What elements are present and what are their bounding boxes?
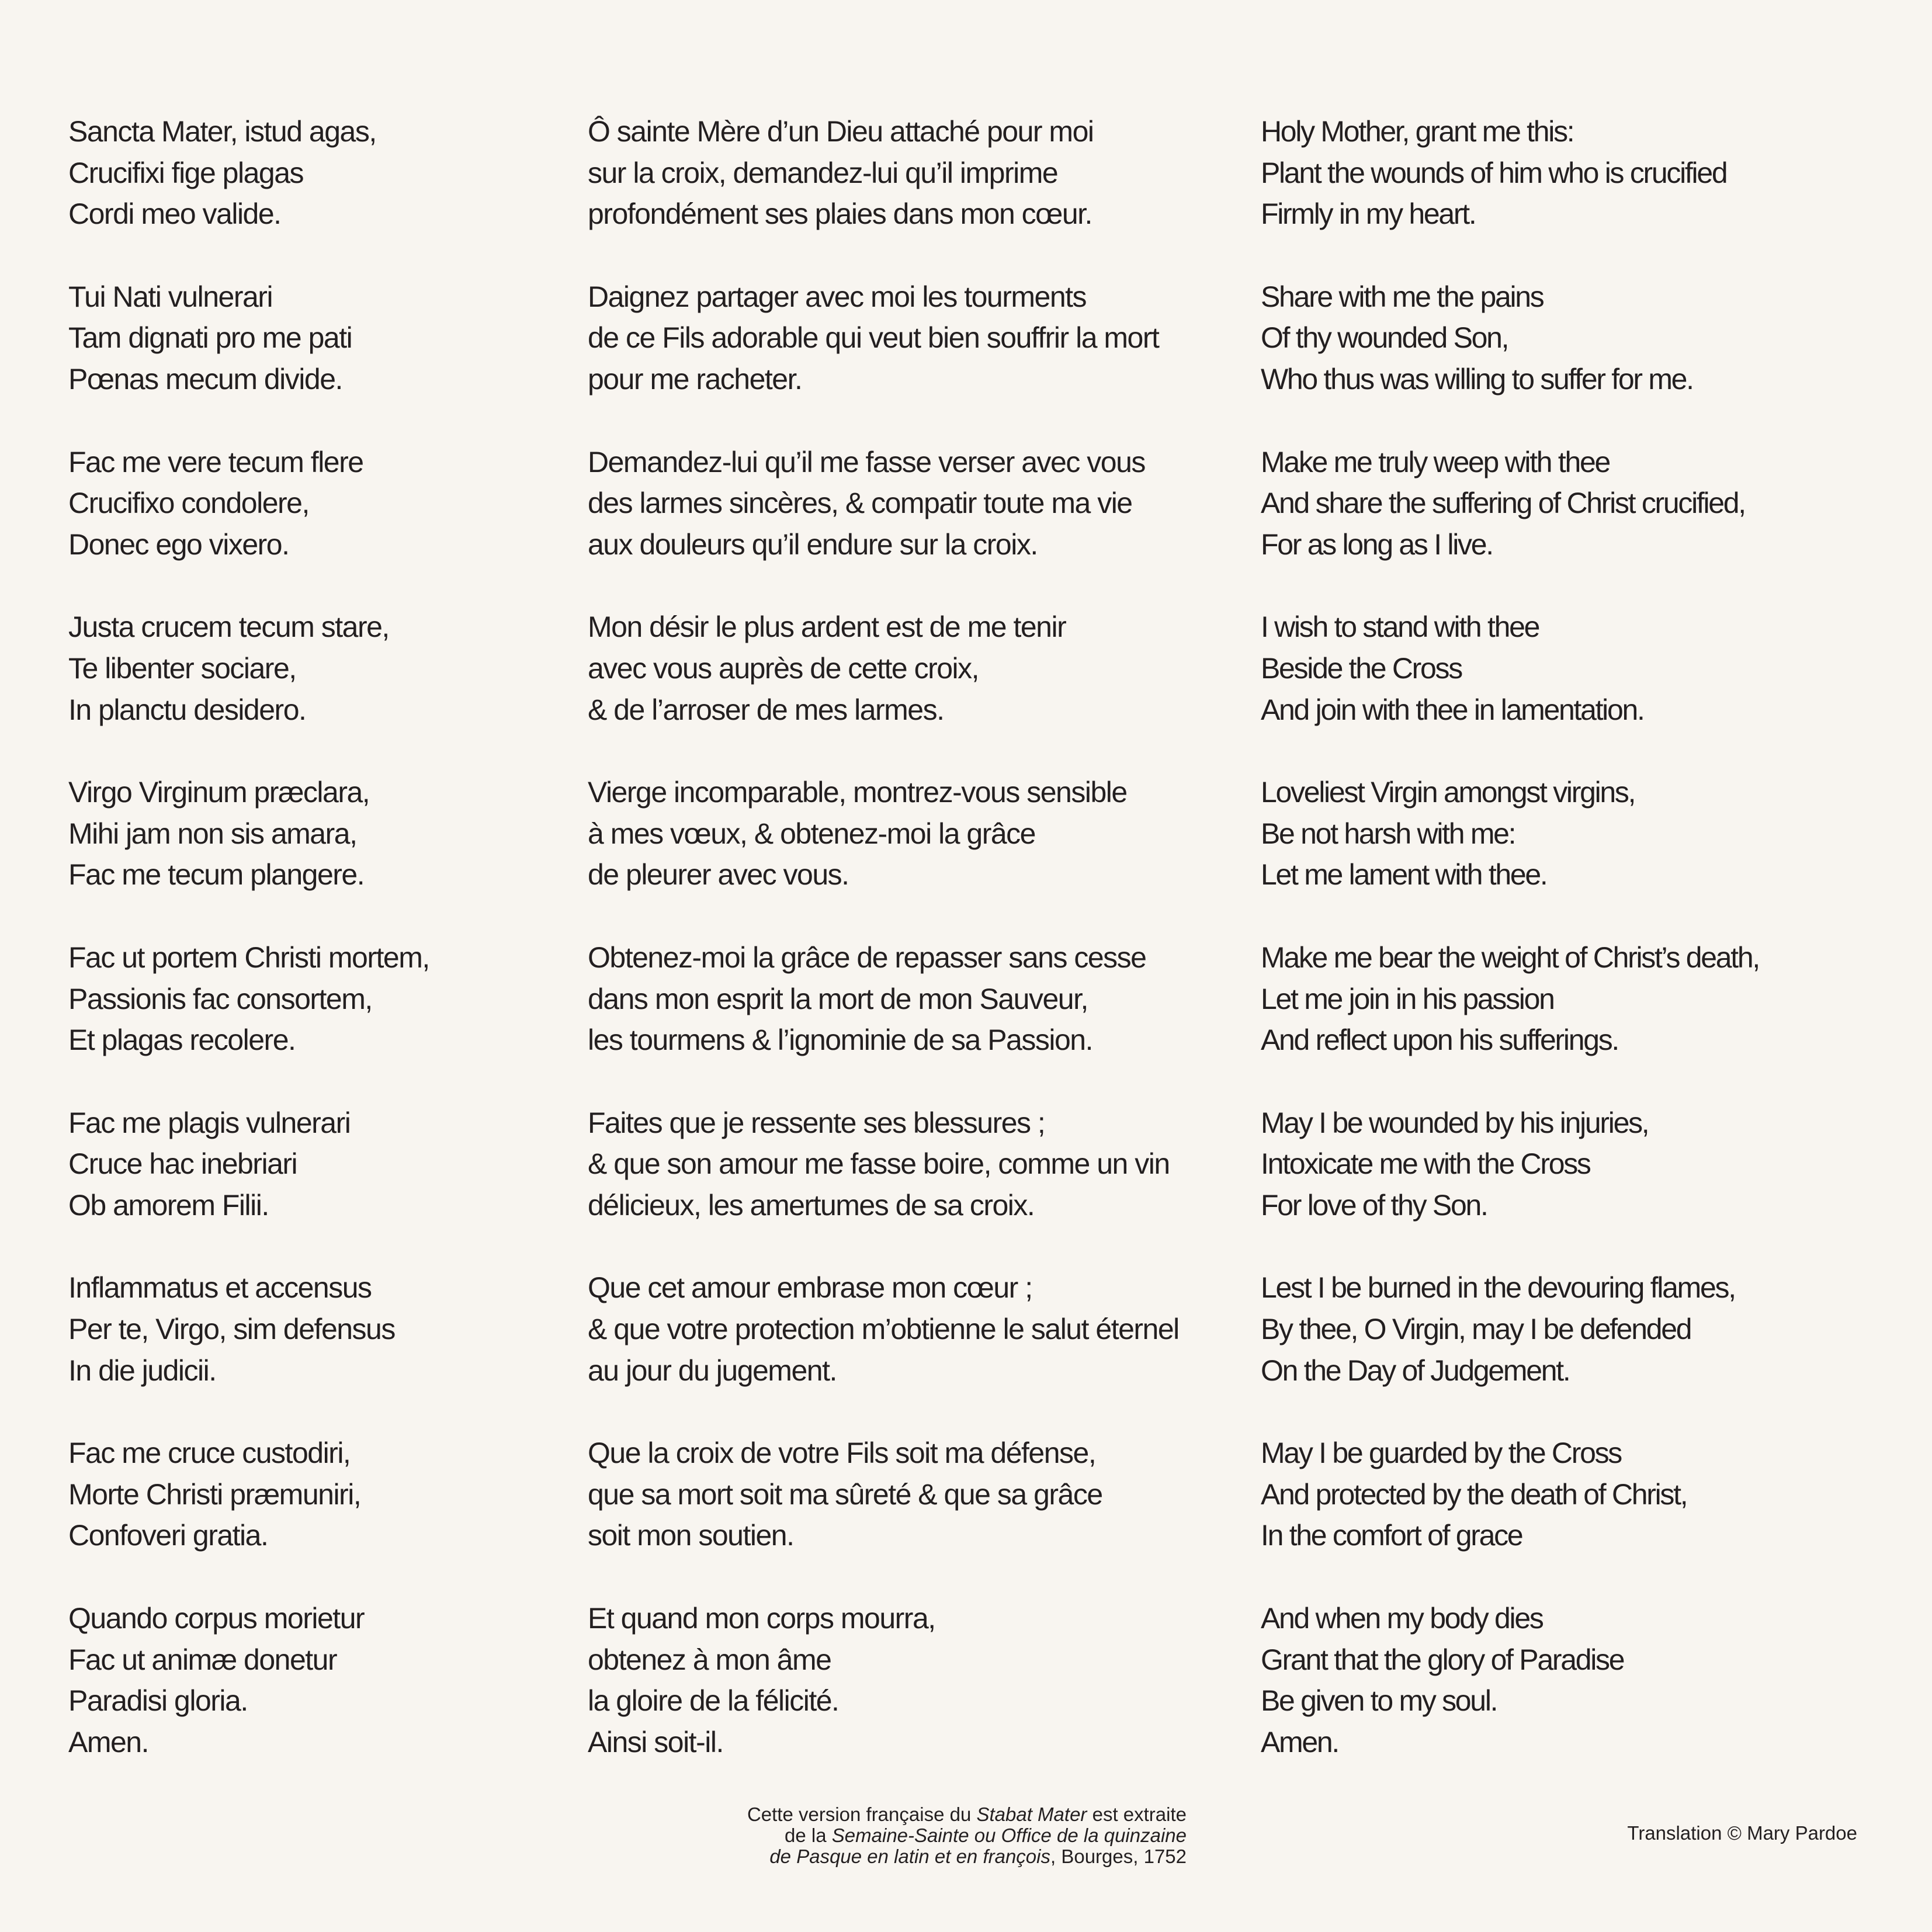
english-verse-line: And share the suffering of Christ crucified, xyxy=(1261,487,1745,520)
english-verse-line: May I be wounded by his injuries, xyxy=(1261,1106,1649,1139)
latin-verse-line: Cordi meo valide. xyxy=(68,197,281,231)
french-source-note xyxy=(747,1804,1187,1867)
english-verse-line: For love of thy Son. xyxy=(1261,1188,1487,1222)
latin-verse-line: Fac ut portem Christi mortem, xyxy=(68,941,429,974)
french-verse-line: Vierge incomparable, montrez-vous sensible xyxy=(588,776,1127,809)
english-verse-line: Of thy wounded Son, xyxy=(1261,321,1508,355)
latin-stanza xyxy=(68,772,429,896)
english-verse-line: Beside the Cross xyxy=(1261,651,1462,685)
english-verse-line: Be given to my soul. xyxy=(1261,1684,1497,1718)
latin-verse-line: Fac me tecum plangere. xyxy=(68,858,365,892)
english-verse-line: And reflect upon his sufferings. xyxy=(1261,1024,1618,1057)
french-verse-line: dans mon esprit la mort de mon Sauveur, xyxy=(588,982,1088,1015)
english-stanza xyxy=(1261,606,1759,730)
latin-verse-line: Morte Christi præmuniri, xyxy=(68,1477,361,1511)
english-verse-line: Loveliest Virgin amongst virgins, xyxy=(1261,776,1635,809)
latin-text-column xyxy=(68,111,429,1804)
english-verse-line: Lest I be burned in the devouring flames, xyxy=(1261,1271,1735,1305)
latin-stanza xyxy=(68,1267,429,1391)
latin-stanza xyxy=(68,1598,429,1763)
latin-verse-line: Passionis fac consortem, xyxy=(68,982,372,1015)
english-text-column xyxy=(1261,111,1759,1804)
latin-verse-line: Crucifixo condolere, xyxy=(68,487,309,520)
english-verse-line: Let me lament with thee. xyxy=(1261,858,1547,892)
french-verse-line: Que cet amour embrase mon cœur ; xyxy=(588,1271,1032,1305)
english-verse-line: And protected by the death of Christ, xyxy=(1261,1477,1687,1511)
latin-verse-line: Fac me vere tecum flere xyxy=(68,445,363,478)
latin-verse-line: Quando corpus morietur xyxy=(68,1602,365,1635)
french-stanza xyxy=(588,772,1179,896)
latin-verse-line: Confoveri gratia. xyxy=(68,1519,268,1552)
latin-verse-line: Fac me cruce custodiri, xyxy=(68,1437,351,1470)
french-verse-line: soit mon soutien. xyxy=(588,1519,794,1552)
latin-verse-line: Per te, Virgo, sim defensus xyxy=(68,1313,395,1346)
french-verse-line: au jour du jugement. xyxy=(588,1354,837,1387)
source-note-line-3 xyxy=(747,1846,1187,1867)
latin-verse-line: Ob amorem Filii. xyxy=(68,1188,269,1222)
source-note-line-1 xyxy=(747,1804,1187,1825)
french-text-column xyxy=(588,111,1179,1804)
french-stanza xyxy=(588,111,1179,235)
french-stanza xyxy=(588,606,1179,730)
latin-verse-line: Mihi jam non sis amara, xyxy=(68,817,357,850)
french-verse-line: avec vous auprès de cette croix, xyxy=(588,651,979,685)
english-verse-line: Grant that the glory of Paradise xyxy=(1261,1643,1624,1676)
source-note-text: est extraite xyxy=(1087,1803,1187,1825)
english-verse-line: Holy Mother, grant me this: xyxy=(1261,115,1574,148)
french-verse-line: Demandez-lui qu’il me fasse verser avec vous xyxy=(588,445,1145,478)
english-verse-line: Make me bear the weight of Christ’s death, xyxy=(1261,941,1759,974)
english-verse-line: Who thus was willing to suffer for me. xyxy=(1261,362,1693,396)
french-verse-line: profondément ses plaies dans mon cœur. xyxy=(588,197,1092,231)
french-stanza xyxy=(588,442,1179,566)
latin-verse-line: In die judicii. xyxy=(68,1354,216,1387)
french-verse-line: de ce Fils adorable qui veut bien souffrir la mort xyxy=(588,321,1159,355)
french-stanza xyxy=(588,937,1179,1061)
english-verse-line: Be not harsh with me: xyxy=(1261,817,1515,850)
latin-verse-line: Justa crucem tecum stare, xyxy=(68,611,389,644)
french-verse-line: des larmes sincères, & compatir toute ma vie xyxy=(588,487,1132,520)
english-verse-line: Firmly in my heart. xyxy=(1261,197,1476,231)
french-verse-line: aux douleurs qu’il endure sur la croix. xyxy=(588,528,1038,561)
latin-verse-line: Tam dignati pro me pati xyxy=(68,321,352,355)
source-note-line-2 xyxy=(747,1825,1187,1846)
english-stanza xyxy=(1261,1432,1759,1556)
latin-verse-line: Pœnas mecum divide. xyxy=(68,362,342,396)
latin-verse-line: Et plagas recolere. xyxy=(68,1024,296,1057)
latin-stanza xyxy=(68,1432,429,1556)
source-note-text: Cette version française du xyxy=(747,1803,977,1825)
english-stanza xyxy=(1261,1598,1759,1763)
latin-stanza xyxy=(68,1102,429,1226)
french-verse-line: Et quand mon corps mourra, xyxy=(588,1602,935,1635)
english-verse-line: Let me join in his passion xyxy=(1261,982,1554,1015)
french-verse-line: Daignez partager avec moi les tourments xyxy=(588,280,1087,313)
latin-verse-line: In planctu desidero. xyxy=(68,693,306,726)
translation-credit: Translation © Mary Pardoe xyxy=(1627,1822,1857,1844)
latin-verse-line: Fac me plagis vulnerari xyxy=(68,1106,351,1139)
english-verse-line: In the comfort of grace xyxy=(1261,1519,1522,1552)
french-stanza xyxy=(588,1432,1179,1556)
french-verse-line: Ô sainte Mère d’un Dieu attaché pour moi xyxy=(588,115,1094,148)
french-verse-line: de pleurer avec vous. xyxy=(588,858,849,892)
english-verse-line: And join with thee in lamentation. xyxy=(1261,693,1644,726)
latin-stanza xyxy=(68,937,429,1061)
english-stanza xyxy=(1261,111,1759,235)
french-verse-line: Ainsi soit-il. xyxy=(588,1725,723,1758)
french-verse-line: & de l’arroser de mes larmes. xyxy=(588,693,944,726)
latin-verse-line: Te libenter sociare, xyxy=(68,651,296,685)
french-verse-line: que sa mort soit ma sûreté & que sa grâce xyxy=(588,1477,1102,1511)
latin-stanza xyxy=(68,276,429,400)
french-verse-line: sur la croix, demandez-lui qu’il imprime xyxy=(588,156,1058,189)
latin-verse-line: Crucifixi fige plagas xyxy=(68,156,304,189)
french-stanza xyxy=(588,1598,1179,1763)
english-verse-line: I wish to stand with thee xyxy=(1261,611,1539,644)
french-stanza xyxy=(588,276,1179,400)
english-verse-line: May I be guarded by the Cross xyxy=(1261,1437,1621,1470)
source-note-title: de Pasque en latin et en françois xyxy=(769,1846,1050,1867)
english-verse-line: Intoxicate me with the Cross xyxy=(1261,1147,1590,1181)
english-verse-line: On the Day of Judgement. xyxy=(1261,1354,1570,1387)
english-verse-line: Share with me the pains xyxy=(1261,280,1543,313)
latin-verse-line: Sancta Mater, istud agas, xyxy=(68,115,376,148)
french-verse-line: Mon désir le plus ardent est de me tenir xyxy=(588,611,1066,644)
english-stanza xyxy=(1261,276,1759,400)
english-verse-line: Plant the wounds of him who is crucified xyxy=(1261,156,1727,189)
french-verse-line: obtenez à mon âme xyxy=(588,1643,831,1676)
english-stanza xyxy=(1261,1102,1759,1226)
french-verse-line: les tourmens & l’ignominie de sa Passion. xyxy=(588,1024,1092,1057)
latin-verse-line: Cruce hac inebriari xyxy=(68,1147,297,1181)
source-note-text: de la xyxy=(785,1825,832,1846)
english-verse-line: And when my body dies xyxy=(1261,1602,1543,1635)
english-stanza xyxy=(1261,937,1759,1061)
latin-verse-line: Inflammatus et accensus xyxy=(68,1271,372,1305)
french-verse-line: Obtenez-moi la grâce de repasser sans cesse xyxy=(588,941,1146,974)
french-verse-line: & que son amour me fasse boire, comme un vin xyxy=(588,1147,1170,1181)
source-note-title: Semaine-Sainte ou Office de la quinzaine xyxy=(831,1825,1187,1846)
source-note-title: Stabat Mater xyxy=(976,1803,1087,1825)
latin-verse-line: Fac ut animæ donetur xyxy=(68,1643,337,1676)
french-verse-line: la gloire de la félicité. xyxy=(588,1684,839,1718)
source-note-text: , Bourges, 1752 xyxy=(1050,1846,1187,1867)
latin-stanza xyxy=(68,606,429,730)
english-verse-line: For as long as I live. xyxy=(1261,528,1493,561)
english-verse-line: Make me truly weep with thee xyxy=(1261,445,1610,478)
french-stanza xyxy=(588,1267,1179,1391)
latin-verse-line: Tui Nati vulnerari xyxy=(68,280,273,313)
latin-stanza xyxy=(68,111,429,235)
french-verse-line: Faites que je ressente ses blessures ; xyxy=(588,1106,1045,1139)
english-verse-line: Amen. xyxy=(1261,1725,1339,1758)
english-verse-line: By thee, O Virgin, may I be defended xyxy=(1261,1313,1691,1346)
english-stanza xyxy=(1261,772,1759,896)
english-stanza xyxy=(1261,442,1759,566)
french-verse-line: délicieux, les amertumes de sa croix. xyxy=(588,1188,1035,1222)
french-verse-line: pour me racheter. xyxy=(588,362,802,396)
french-verse-line: Que la croix de votre Fils soit ma défense, xyxy=(588,1437,1096,1470)
french-verse-line: & que votre protection m’obtienne le salut éternel xyxy=(588,1313,1179,1346)
french-stanza xyxy=(588,1102,1179,1226)
latin-verse-line: Virgo Virginum præclara, xyxy=(68,776,370,809)
latin-verse-line: Paradisi gloria. xyxy=(68,1684,248,1718)
english-stanza xyxy=(1261,1267,1759,1391)
french-verse-line: à mes vœux, & obtenez-moi la grâce xyxy=(588,817,1035,850)
latin-verse-line: Amen. xyxy=(68,1725,149,1758)
latin-verse-line: Donec ego vixero. xyxy=(68,528,289,561)
latin-stanza xyxy=(68,442,429,566)
